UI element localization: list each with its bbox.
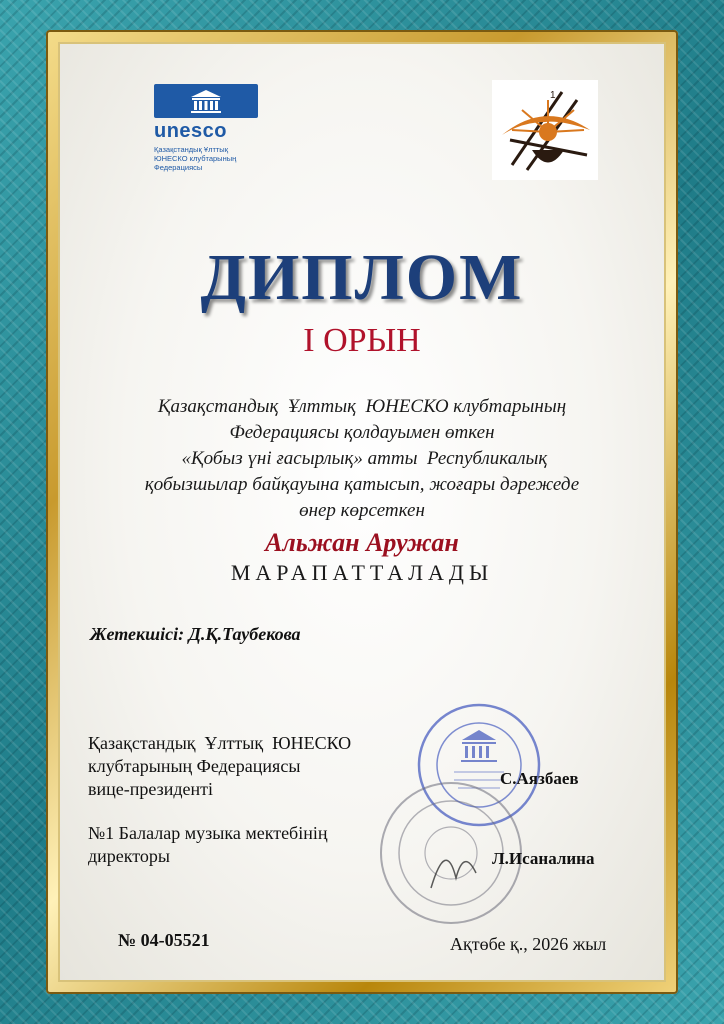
body-line: Федерациясы қолдауымен өткен [229,422,495,443]
kobyz-emblem-icon [492,80,598,180]
body-line: қобызшылар байқауына қатысып, жоғары дәрежеде [144,474,580,495]
diploma-body [0,394,724,524]
unesco-subtitle: Қазақстандық Ұлттық ЮНЕСКО клубтарының Федерациясы [154,145,237,172]
city-year: Ақтөбе қ., 2026 жыл [450,934,607,954]
body-line: Қазақстандық Ұлттық ЮНЕСКО клубтарының [157,396,567,417]
body-line: өнер көрсеткен [299,500,425,521]
supervisor-line: Жетекшісі: Д.Қ.Таубекова [90,624,301,644]
diploma-number: № 04-05521 [118,930,210,950]
signatory2-title: №1 Балалар музыка мектебінің директоры [88,823,328,866]
unesco-logo [154,84,260,172]
body-line: «Қобыз үні ғасырлық» атты Республикалық [176,448,548,469]
awards-text: МАРАПАТТАЛАДЫ [230,560,494,585]
signatory1-name: С.Аязбаев [500,769,579,788]
diploma-title: ДИПЛОМ [200,241,524,314]
signatory2-name: Л.Исаналина [492,849,595,868]
unesco-temple-icon [154,84,258,118]
unesco-wordmark: unesco [154,120,228,142]
recipient-name: Альжан Аружан [265,528,459,557]
svg-text:1: 1 [550,90,556,101]
place-label: I ОРЫН [303,322,421,359]
signatory1-title: Қазақстандық Ұлттық ЮНЕСКО клубтарының Федерациясы вице-президенті [88,733,352,799]
